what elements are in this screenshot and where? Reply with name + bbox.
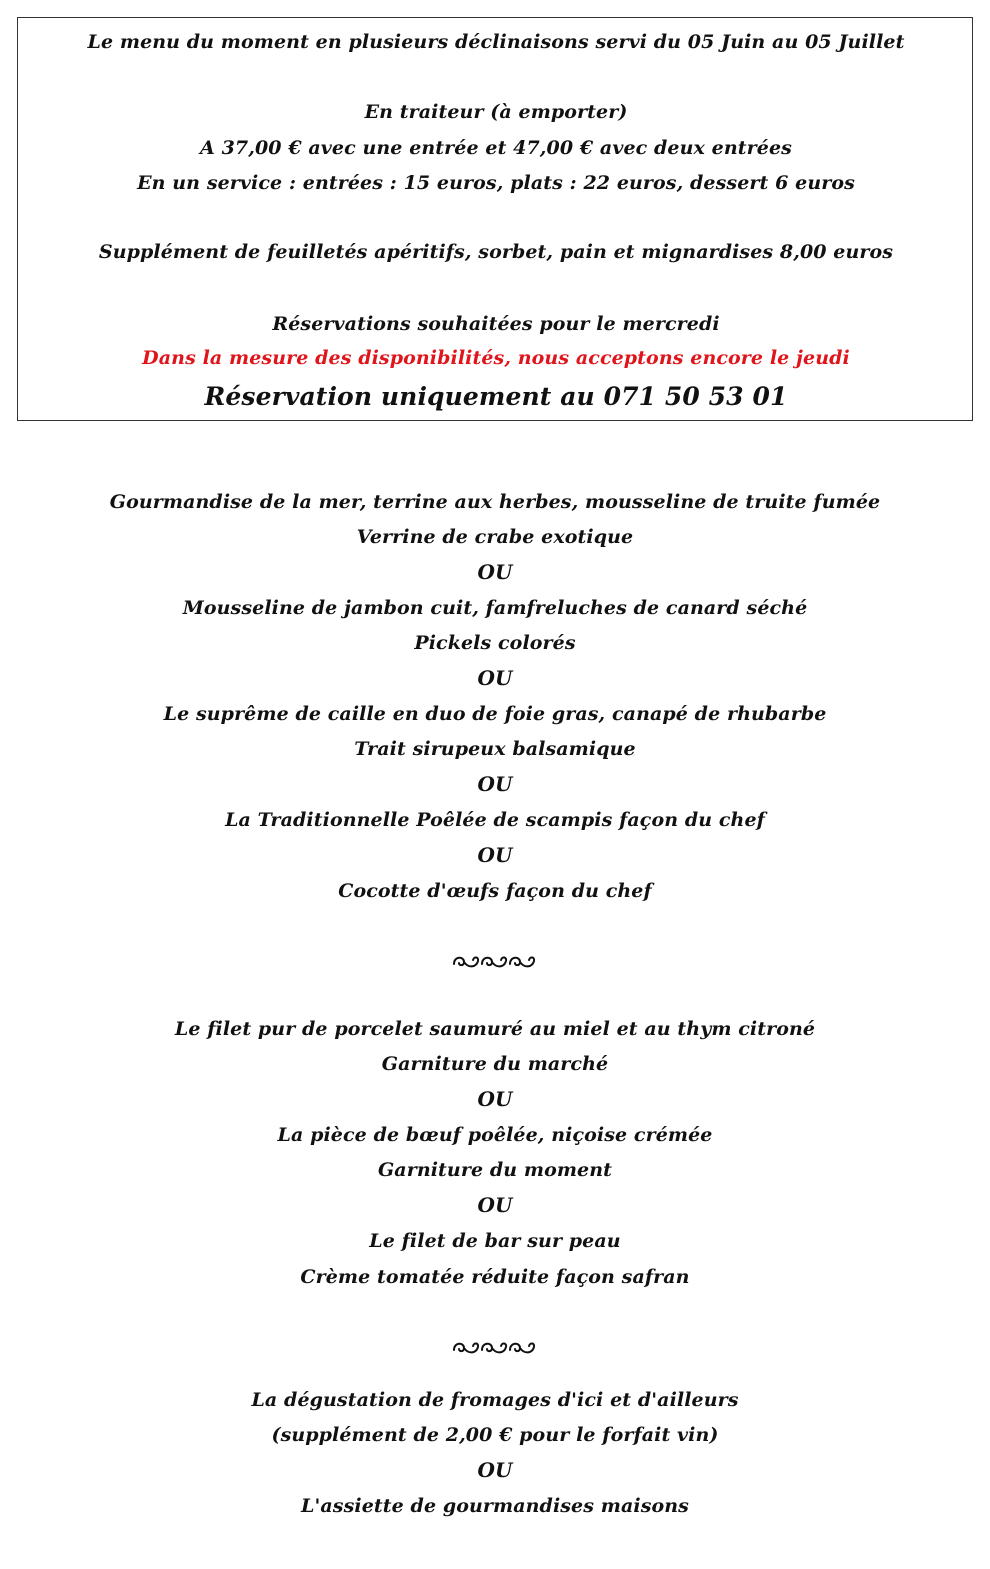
supplement-line: Supplément de feuilletés apéritifs, sorbet, pain et mignardises 8,00 euros (98, 241, 894, 263)
menu-intro: Le menu du moment en plusieurs déclinaisons servi du 05 Juin au 05 Juillet (87, 31, 905, 53)
main-line: Crème tomatée réduite façon safran (300, 1266, 690, 1288)
or-separator: OU (477, 772, 513, 796)
or-separator: OU (477, 1193, 513, 1217)
starter-line: Verrine de crabe exotique (356, 526, 634, 548)
reservation-phone: Réservation uniquement au 071 50 53 01 (204, 382, 788, 411)
dessert-line: (supplément de 2,00 € pour le forfait vin) (271, 1424, 719, 1446)
or-separator: OU (477, 1087, 513, 1111)
reservation-day: Réservations souhaitées pour le mercredi (272, 313, 720, 335)
takeaway-line: En traiteur (à emporter) (364, 101, 628, 123)
price-formula: A 37,00 € avec une entrée et 47,00 € avec deux entrées (200, 137, 792, 159)
main-line: Garniture du moment (377, 1159, 613, 1181)
main-line: La pièce de bœuf poêlée, niçoise crémée (277, 1124, 713, 1146)
main-line: Garniture du marché (381, 1053, 609, 1075)
starter-line: Mousseline de jambon cuit, famfreluches de canard séché (182, 597, 808, 619)
starter-line: Pickels colorés (414, 632, 576, 654)
dessert-line: L'assiette de gourmandises maisons (301, 1495, 689, 1517)
starter-line: Cocotte d'œufs façon du chef (338, 880, 652, 902)
single-service-prices: En un service : entrées : 15 euros, plats : 22 euros, dessert 6 euros (137, 172, 855, 194)
main-line: Le filet de bar sur peau (369, 1230, 621, 1252)
main-line: Le filet pur de porcelet saumuré au miel et au thym citroné (174, 1018, 816, 1040)
or-separator: OU (477, 666, 513, 690)
starter-line: La Traditionnelle Poêlée de scampis façon du chef (225, 809, 765, 831)
availability-note: Dans la mesure des disponibilités, nous acceptons encore le jeudi (142, 347, 850, 369)
starter-line: Gourmandise de la mer, terrine aux herbes, mousseline de truite fumée (109, 491, 881, 513)
fleuron-divider-icon (0, 952, 990, 972)
starter-line: Le suprême de caille en duo de foie gras, canapé de rhubarbe (163, 703, 827, 725)
info-box (17, 17, 973, 421)
fleuron-divider-icon (0, 1338, 990, 1358)
starter-line: Trait sirupeux balsamique (354, 738, 636, 760)
or-separator: OU (477, 1458, 513, 1482)
or-separator: OU (477, 843, 513, 867)
dessert-line: La dégustation de fromages d'ici et d'ailleurs (251, 1389, 739, 1411)
or-separator: OU (477, 560, 513, 584)
